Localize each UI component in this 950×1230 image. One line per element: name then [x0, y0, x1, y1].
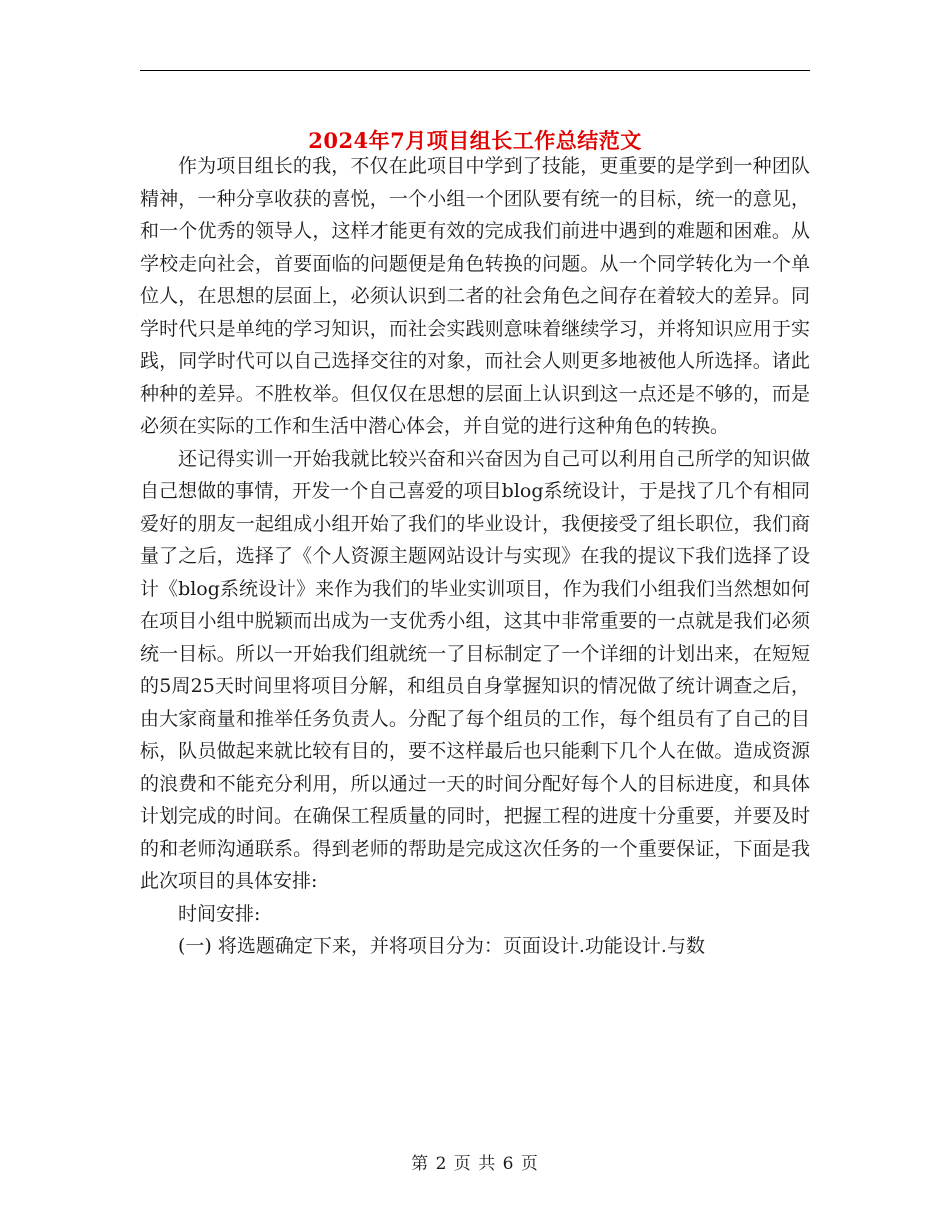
paragraph-schedule-heading: 时间安排:	[178, 902, 261, 925]
paragraph-training: 还记得实训一开始我就比较兴奋和兴奋因为自己可以利用自己所学的知识做自己想做的事情，开发一个自己喜爱的项目blog系统设计，于是找了几个有相同爱好的朋友一起组成小组开始了我们的毕业设计，我便接受了组长职位，我们商量了之后，选择了《个人资源主题网站设计与实现》在我的提议下我们选择了设计《blog系统设计》来作为我们的毕业实训项目，作为我们小组我们当然想如何在项目小组中脱颖而出成为一支优秀小组，这其中非常重要的一点就是我们必须统一目标。所以一开始我们组就统一了目标制定了一个详细的计划出来，在短短的5周25天时间里将项目分解，和组员自身掌握知识的情况做了统计调查之后，由大家商量和推举任务负责人。分配了每个组员的工作，每个组员有了自己的目标，队员做起来就比较有目的，要不这样最后也只能剩下几个人在做。造成资源的浪费和不能充分利用，所以通过一天的时间分配好每个人的目标进度，和具体计划完成的时间。在确保工程质量的同时，把握工程的进度十分重要，并要及时的和老师沟通联系。得到老师的帮助是完成这次任务的一个重要保证，下面是我此次项目的具体安排:	[140, 447, 810, 892]
paragraph-schedule-item-1: (一) 将选题确定下来，并将项目分为：页面设计.功能设计.与数	[178, 935, 705, 957]
paragraph-intro: 作为项目组长的我，不仅在此项目中学到了技能，更重要的是学到一种团队精神，一种分享收获的喜悦，一个小组一个团队要有统一的目标，统一的意见，和一个优秀的领导人，这样才能更有效的完成我们前进中遇到的难题和困难。从学校走向社会，首要面临的问题便是角色转换的问题。从一个同学转化为一个单位人，在思想的层面上，必须认识到二者的社会角色之间存在着较大的差异。同学时代只是单纯的学习知识，而社会实践则意味着继续学习，并将知识应用于实践，同学时代可以自己选择交往的对象，而社会人则更多地被他人所选择。诸此种种的差异。不胜枚举。但仅仅在思想的层面上认识到这一点还是不够的，而是必须在实际的工作和生活中潜心体会，并自觉的进行这种角色的转换。	[140, 155, 810, 437]
document-title: 2024年7月项目组长工作总结范文	[308, 128, 642, 154]
header-rule	[140, 70, 810, 71]
document-body	[140, 150, 810, 963]
page-number: 第 2 页 共 6 页	[411, 1154, 539, 1174]
